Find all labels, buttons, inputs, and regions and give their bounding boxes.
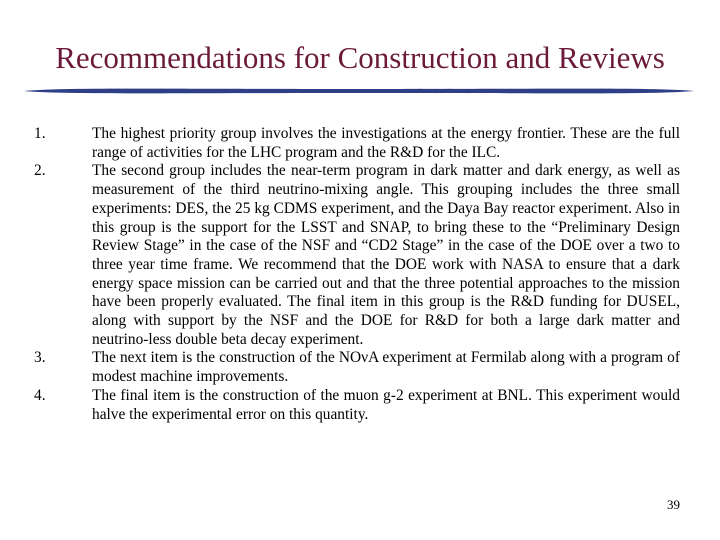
list-item-text: The final item is the construction of the muon g-2 experiment at BNL. This experiment would halve the experimental error on this quantity.	[92, 386, 680, 423]
list-item-text: The second group includes the near-term program in dark matter and dark energy, as well as measurement of the third neutrino-mixing angle. This grouping includes the three small experiments: DES, the 25 kg CDMS experiment, and the Daya Bay reactor experiment. Also in this group is the support for the LSST and SNAP, to bring these to the “Preliminary Design Review Stage” in the case of the NSF and “CD2 Stage” in the case of the DOE over a two to three year time frame. We recommend that the DOE work with NASA to ensure that a dark energy space mission can be carried out and that the three potential approaches to the mission have been properly evaluated. The final item in this group is the R&D funding for DUSEL, along with support by the NSF and the DOE for R&D for both a large dark matter and neutrino-less double beta decay experiment.	[92, 162, 680, 348]
title-underline-shape	[24, 83, 694, 99]
list-item-text: The highest priority group involves the investigations at the energy frontier. These are the full range of activities for the LHC program and the R&D for the ILC.	[92, 125, 680, 161]
list-item-number: 2 .	[34, 162, 64, 181]
title-underline-bar	[24, 83, 694, 99]
list-item-number: 1 .	[34, 125, 64, 144]
list-item-number: 4 .	[34, 387, 64, 406]
list-item-number: 3 .	[34, 349, 64, 368]
page-number: 39	[667, 497, 680, 512]
slide-title: Recommendations for Construction and Reviews	[55, 40, 665, 75]
list-item-text: The next item is the construction of the NOνA experiment at Fermilab along with a program of modest machine improvements.	[92, 349, 680, 386]
list-item	[28, 162, 680, 349]
recommendation-list	[28, 125, 680, 424]
list-item	[28, 387, 680, 424]
list-item	[28, 349, 680, 386]
list-item	[28, 125, 680, 162]
